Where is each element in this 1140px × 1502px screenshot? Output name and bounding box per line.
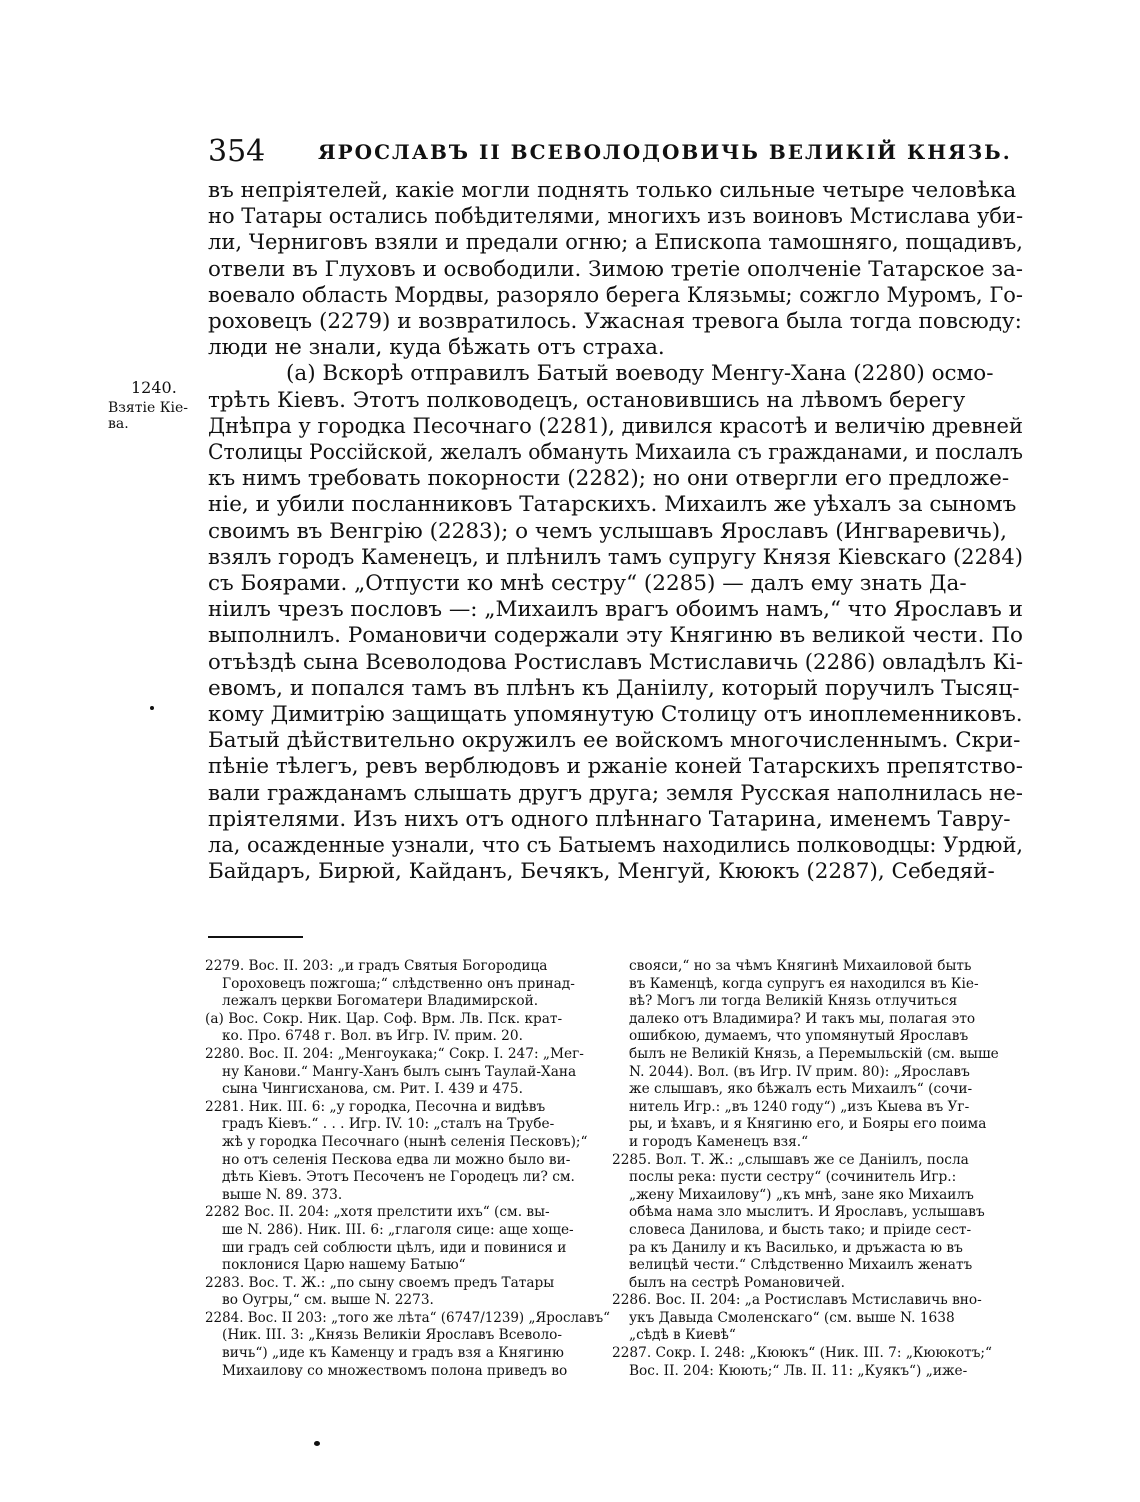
- footnote-line: 2281. Ник. III. 6: „у городка, Песочна и видѣвъ: [205, 1098, 546, 1115]
- text-line: къ нимъ требовать покорности (2282); но они отвергли его предложе-: [208, 466, 1010, 492]
- footnote-line: ши градъ сей соблюсти цѣлъ, иди и повинися и: [222, 1239, 567, 1256]
- footnote-line: жѣ у городка Песочнаго (нынѣ селенія Песковъ);“: [222, 1133, 588, 1150]
- text-line: вали гражданамъ слышать другъ друга; земля Русская наполнилась не-: [208, 780, 1023, 806]
- text-line: Байдаръ, Бирюй, Кайданъ, Бечякъ, Менгуй, Кююкъ (2287), Себедяй-: [208, 859, 995, 885]
- margin-note: [108, 400, 204, 432]
- footnote-line: вичь“) „иде къ Каменцу и градъ взя а Княгиню: [222, 1345, 564, 1362]
- text-line: пріятелями. Изъ нихъ отъ одного плѣннаго Татарина, именемъ Тавру-: [208, 806, 1011, 832]
- footnote-line: 2283. Вос. Т. Ж.: „по сыну своемъ предъ Татары: [205, 1274, 555, 1291]
- margin-year: 1240.: [131, 378, 177, 397]
- footnote-line: „сѣдѣ в Киевѣ“: [629, 1327, 736, 1344]
- page-number: 354: [208, 134, 266, 169]
- text-line: Батый дѣйствительно окружилъ ее войскомъ многочисленнымъ. Скри-: [208, 728, 1021, 754]
- footnote-line: 2280. Вос. II. 204: „Менгоукака;“ Сокр. I. 247: „Мег-: [205, 1045, 584, 1062]
- footnote-line: и городъ Каменецъ взя.“: [629, 1133, 809, 1150]
- footnote-line: дѣть Кіевъ. Этотъ Песоченъ не Городецъ ли? см.: [222, 1169, 575, 1186]
- text-line: пѣніе тѣлегъ, ревъ верблюдовъ и ржаніе коней Татарскихъ препятство-: [208, 754, 1024, 780]
- footnote-line: обѣма нама зло мыслитъ. И Ярославъ, услышавъ: [629, 1204, 985, 1221]
- footnote-line: Вос. II. 204: Кюють;“ Лв. II. 11: „Куякъ“) „иже-: [629, 1362, 968, 1379]
- footnote-line: сына Чингисханова, см. Рит. I. 439 и 475.: [222, 1081, 523, 1098]
- footnote-line: велицѣй чести.“ Слѣдственно Михаилъ женатъ: [629, 1257, 973, 1274]
- text-line: ли, Черниговъ взяли и предали огню; а Епископа тамошняго, пощадивъ,: [208, 230, 1023, 256]
- text-line: отъѣздѣ сына Всеволодова Ростиславъ Мстиславичь (2286) овладѣлъ Кі-: [208, 649, 1024, 675]
- footnote-line: „жену Михаилову“) „къ мнѣ, зане яко Михаилъ: [629, 1186, 974, 1203]
- footnote-line: ра къ Данилу и къ Василько, и дръжаста ю въ: [629, 1239, 963, 1256]
- margin-note-line: Взятіе Кіе-: [108, 400, 189, 416]
- text-line: ніе, и убили посланниковъ Татарскихъ. Михаилъ же уѣхалъ за сыномъ: [208, 492, 1017, 518]
- text-line: Столицы Россійской, желалъ обмануть Михаила съ гражданами, и послалъ: [208, 440, 1023, 466]
- footnotes-left-column: [205, 958, 610, 1380]
- footnote-line: далеко отъ Владимира? И такъ мы, полагая это: [629, 1010, 976, 1027]
- footnote-line: ше N. 286). Ник. III. 6: „глаголя сице: аще хоще-: [222, 1221, 574, 1238]
- footnote-line: N. 2044). Вол. (въ Игр. IV прим. 80): „Ярославъ: [629, 1063, 970, 1080]
- text-line: евомъ, и попался тамъ въ плѣнъ къ Даніилу, который поручилъ Тысяц-: [208, 675, 1020, 701]
- text-line: роховецъ (2279) и возвратилось. Ужасная тревога была тогда повсюду:: [208, 309, 1022, 335]
- footnote-line: (Ник. III. 3: „Князь Великіи Ярославъ Всеволо-: [222, 1327, 563, 1344]
- text-line: ніилъ чрезъ пословъ —: „Михаилъ врагъ обоимъ намъ,“ что Ярославъ и: [208, 597, 1023, 623]
- footnote-line: 2287. Сокр. I. 248: „Кююкъ“ (Ник. III. 7: „Кююкотъ;“: [612, 1345, 993, 1362]
- margin-note-line: ва.: [108, 416, 129, 432]
- footnote-line: ры, и ѣхавъ, и я Княгиню его, и Бояры его поима: [629, 1116, 987, 1133]
- footnote-line: 2279. Вос. II. 203: „и градъ Святыя Богородица: [205, 958, 548, 974]
- ink-speck: [150, 706, 154, 710]
- footnote-line: во Оугры,“ см. выше N. 2273.: [222, 1292, 434, 1309]
- footnote-line: ошибкою, думаемъ, что упомянутый Ярославъ: [629, 1028, 969, 1045]
- footnotes-right-column: [612, 958, 1032, 1380]
- footnote-line: свояси,“ но за чѣмъ Княгинѣ Михаиловой быть: [629, 958, 972, 974]
- text-line: но Татары остались побѣдителями, многихъ изъ воиновъ Мстислава уби-: [208, 204, 1024, 230]
- footnote-line: въ Каменцѣ, когда супругъ ея находился въ Кіе-: [629, 975, 979, 992]
- footnote-line: же слышавъ, яко бѣжалъ есть Михаилъ“ (сочи-: [629, 1081, 973, 1098]
- text-line: выполнилъ. Романовичи содержали эту Княгиню въ великой чести. По: [208, 623, 1023, 649]
- footnote-line: Михаилову со множествомъ полона приведъ во: [222, 1362, 568, 1379]
- footnote-line: поклонися Царю нашему Батыю“: [222, 1257, 466, 1274]
- footnote-line: 2284. Вос. II 203: „того же лѣта“ (6747/1239) „Ярославъ“: [205, 1309, 611, 1326]
- footnote-line: нитель Игр.: „въ 1240 году“) „изъ Кыева въ Уг-: [629, 1098, 970, 1115]
- text-line: (а) Вскорѣ отправилъ Батый воеводу Менгу-Хана (2280) осмо-: [286, 361, 994, 387]
- footnote-line: ну Канови.“ Мангу-Ханъ былъ сынъ Таулай-Хана: [222, 1063, 577, 1080]
- running-title: ЯРОСЛАВЪ II ВСЕВОЛОДОВИЧЬ ВЕЛИКІЙ КНЯЗЬ.: [318, 140, 1012, 164]
- footnote-line: вѣ? Могъ ли тогда Великій Князь отлучиться: [629, 993, 958, 1010]
- text-line: отвели въ Глуховъ и освободили. Зимою третіе ополченіе Татарское за-: [208, 256, 1024, 282]
- footnote-line: выше N. 89. 373.: [222, 1186, 343, 1203]
- footnote-line: 2285. Вол. Т. Ж.: „слышавъ же се Даніилъ, посла: [612, 1151, 969, 1168]
- text-line: своимъ въ Венгрію (2283); о чемъ услышавъ Ярославъ (Ингваревичь),: [208, 518, 1007, 544]
- text-line: съ Боярами. „Отпусти ко мнѣ сестру“ (2285) — далъ ему знать Да-: [208, 571, 967, 597]
- footnote-line: ко. Про. 6748 г. Вол. въ Игр. IV. прим. 20.: [222, 1028, 523, 1045]
- footnote-line: лежалъ церкви Богоматери Владимирской.: [222, 993, 539, 1010]
- footnote-line: былъ не Великій Князь, а Перемыльскій (см. выше: [629, 1045, 999, 1062]
- main-text: [208, 178, 1023, 885]
- footnote-line: Гороховецъ пожгоша;“ слѣдственно онъ принад-: [222, 975, 575, 992]
- ink-speck: [314, 1441, 320, 1446]
- text-line: ла, осажденные узнали, что съ Батыемъ находились полководцы: Урдюй,: [208, 833, 1024, 859]
- text-line: кому Димитрію защищать упомянутую Столицу отъ иноплеменниковъ.: [208, 702, 1023, 728]
- footnote-rule: [208, 936, 303, 938]
- footnote-line: градъ Кіевъ.“ . . . Игр. IV. 10: „сталъ на Трубе-: [222, 1116, 555, 1133]
- footnote-line: (а) Вос. Сокр. Ник. Цар. Соф. Врм. Лв. Пск. крат-: [205, 1010, 563, 1027]
- text-line: Днѣпра у городка Песочнаго (2281), дивился красотѣ и величію древней: [208, 413, 1023, 439]
- footnote-line: но отъ селенія Пескова едва ли можно было ви-: [222, 1151, 571, 1168]
- footnote-line: укъ Давыда Смоленскаго“ (см. выше N. 1638: [629, 1309, 955, 1326]
- text-line: воевало область Мордвы, разоряло берега Клязьмы; сожгло Муромъ, Го-: [208, 282, 1023, 308]
- footnote-line: словеса Данилова, и бысть тако; и пріиде сест-: [629, 1221, 972, 1238]
- text-line: въ непріятелей, какіе могли поднять только сильные четыре человѣка: [208, 178, 1017, 203]
- footnote-line: 2286. Вос. II. 204: „а Ростиславъ Мстиславичь вно-: [612, 1292, 982, 1309]
- footnote-line: былъ на сестрѣ Романовичей.: [629, 1274, 845, 1291]
- text-line: люди не знали, куда бѣжать отъ страха.: [208, 335, 665, 361]
- text-line: взялъ городъ Каменецъ, и плѣнилъ тамъ супругу Князя Кіевскаго (2284): [208, 544, 1023, 570]
- text-line: трѣть Кіевъ. Этотъ полководецъ, остановившись на лѣвомъ берегу: [208, 387, 966, 413]
- footnote-line: послы река: пусти сестру“ (сочинитель Игр.:: [629, 1169, 957, 1186]
- footnote-line: 2282 Вос. II. 204: „хотя прелстити ихъ“ (см. вы-: [205, 1204, 550, 1221]
